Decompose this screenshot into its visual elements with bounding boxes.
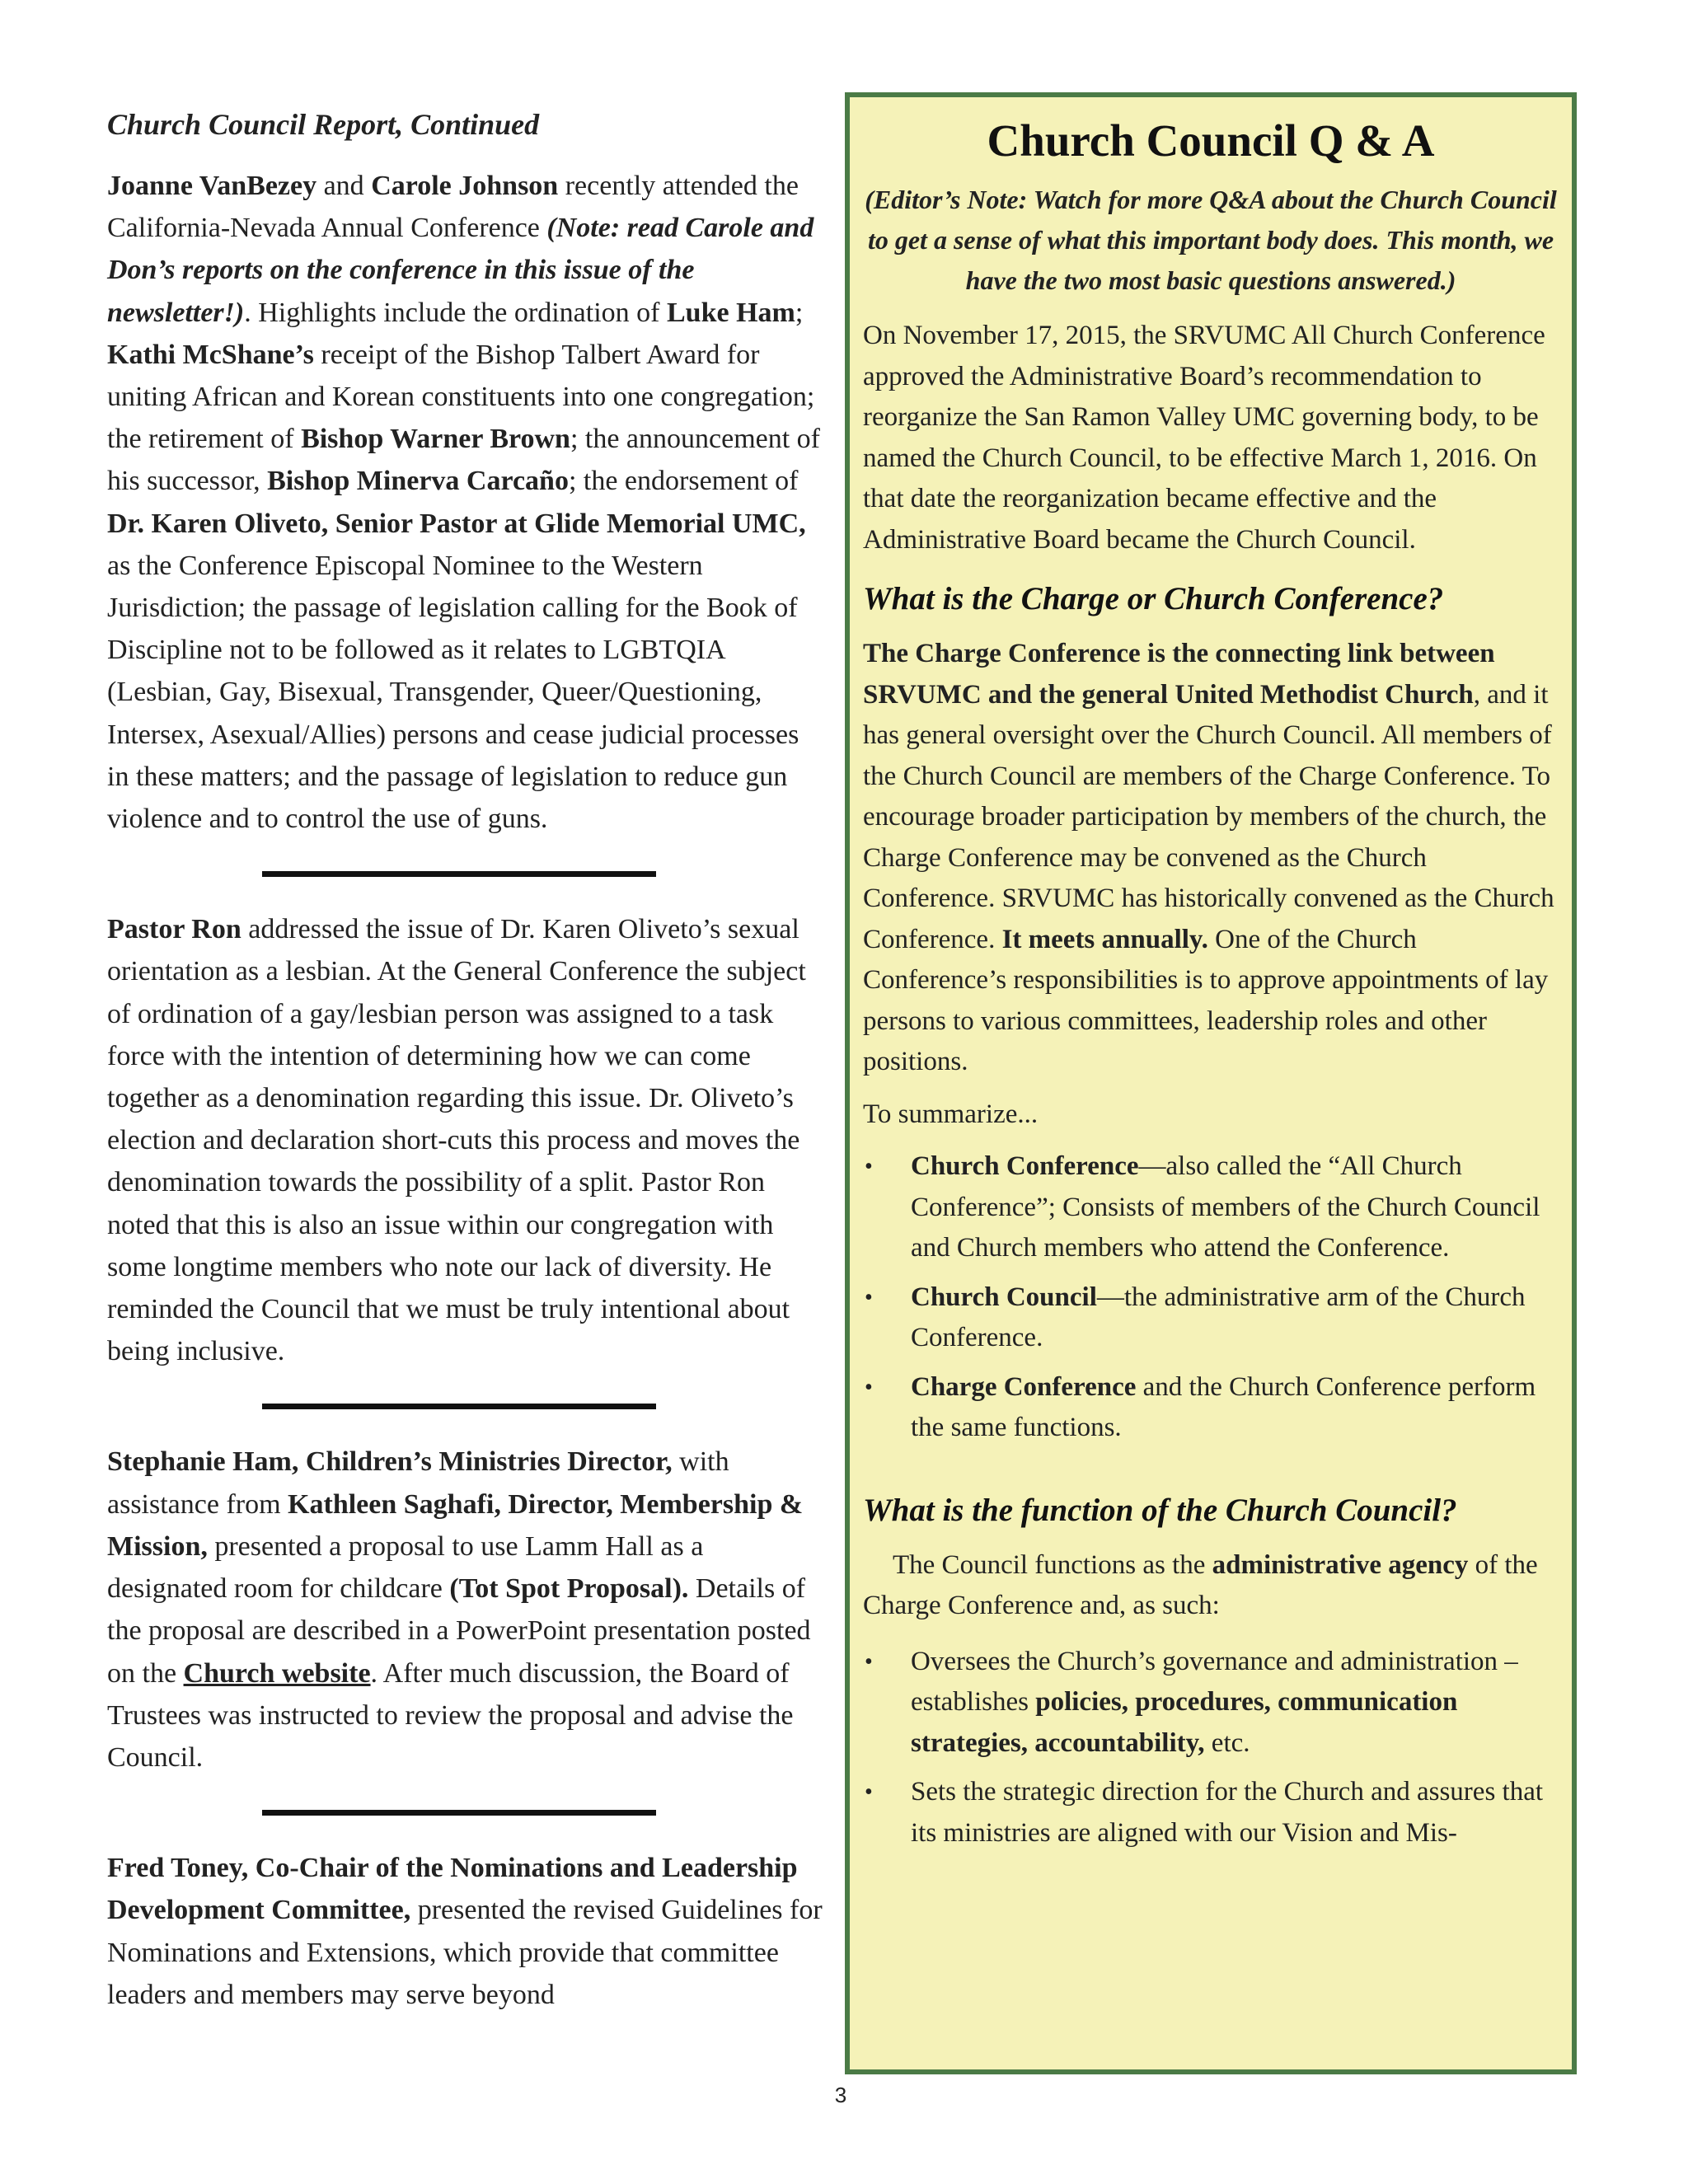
qa-answer-2: The Council functions as the administrative agency of the Charge Conference and, as such: [863, 1549, 1538, 1620]
divider-line [262, 871, 656, 877]
qa-summarize: To summarize... [863, 1099, 1039, 1129]
church-website-link[interactable]: Church website [183, 1657, 371, 1689]
qa-title: Church Council Q & A [987, 115, 1435, 166]
functions-list [863, 1642, 1559, 1854]
bullet-icon: • [865, 1284, 873, 1310]
editor-note-text: (Note: read Carole and Don’s reports on the conference in this issue of the newsletter!) [107, 213, 814, 328]
qa-answer-1: The Charge Conference is the connecting link between SRVUMC and the general United Methodist Church, and it has general oversight over the Church Council. All members of the Church Council are members of the Charge Conference. To encourage broader participation by members of the church, the Charge Conference may be convened as the Church Conference. SRVUMC has historically convened as the Church Conference. It meets annually. One of the Church Conference’s responsibilities is to approve appointments of lay persons to various committees, leadership roles and other positions. [863, 639, 1554, 1076]
summary-list [863, 1146, 1559, 1449]
nominations-paragraph: Fred Toney, Co-Chair of the Nominations and Leadership Development Committee, presented the revised Guidelines for Nominations and Extensions, which provide that committee leaders and members may serve beyond [107, 1853, 823, 2010]
list-item: • Oversees the Church’s governance and administration – establishes policies, procedures, communication strategies, accountability, etc. [863, 1642, 1559, 1765]
section-title: Church Council Report, Continued [107, 108, 540, 141]
list-item: • Church Conference—also called the “All Church Conference”; Consists of members of the Church Council and Church members who attend the Conference. [863, 1146, 1559, 1269]
name-text: Joanne VanBezey [107, 171, 317, 201]
divider-line [262, 1404, 656, 1409]
bullet-icon: • [865, 1779, 873, 1805]
list-item: • Sets the strategic direction for the Church and assures that its ministries are aligned with our Vision and Mis- [863, 1772, 1559, 1854]
qa-editor-note: (Editor’s Note: Watch for more Q&A about the Church Council to get a sense of what this important body does. This month, we have the two most basic questions answered.) [865, 185, 1557, 295]
divider-line [262, 1810, 656, 1816]
left-column [107, 96, 824, 2016]
bullet-icon: • [865, 1648, 873, 1675]
list-item: • Charge Conference and the Church Conference perform the same functions. [863, 1367, 1559, 1449]
list-item: • Church Council—the administrative arm of the Church Conference. [863, 1277, 1559, 1359]
name-text: Carole Johnson [371, 171, 559, 201]
qa-question-1: What is the Charge or Church Conference? [863, 581, 1444, 616]
qa-intro: On November 17, 2015, the SRVUMC All Church Conference approved the Administrative Board’s recommendation to reorganize the San Ramon Valley UMC governing body, to be named the Church Council, to be effective March 1, 2016. On that date the reorganization became effective and the Administrative Board became the Church Council. [863, 321, 1545, 555]
bullet-icon: • [865, 1154, 873, 1179]
qa-sidebar-box [845, 92, 1577, 2074]
conference-paragraph: Joanne VanBezey and Carole Johnson recently attended the California-Nevada Annual Conference (Note: read Carole and Don’s reports on the conference in this issue of the newsletter!). Highlights include the ordination of Luke Ham; Kathi McShane’s receipt of the Bishop Talbert Award for uniting African and Korean constituents into one congregation; the retirement of Bishop Warner Brown; the announcement of his successor, Bishop Minerva Carcaño; the endorsement of Dr. Karen Oliveto, Senior Pastor at Glide Memorial UMC, as the Conference Episcopal Nominee to the Western Jurisdiction; the passage of legislation calling for the Book of Discipline not to be followed as it relates to LGBTQIA (Lesbian, Gay, Bisexual, Transgender, Queer/Questioning, Intersex, Asexual/Allies) persons and cease judicial processes in these matters; and the passage of legislation to reduce gun violence and to control the use of guns. [107, 171, 820, 835]
tot-spot-paragraph: Stephanie Ham, Children’s Ministries Director, with assistance from Kathleen Saghafi, Director, Membership & Mission, presented a proposal to use Lamm Hall as a designated room for childcare (Tot Spot Proposal). Details of the proposal are described in a PowerPoint presentation posted on the Church website. After much discussion, the Board of Trustees was instructed to review the proposal and advise the Council. [107, 1446, 811, 1773]
qa-question-2: What is the function of the Church Council? [863, 1492, 1457, 1528]
pastor-ron-paragraph: Pastor Ron addressed the issue of Dr. Karen Oliveto’s sexual orientation as a lesbian. At the General Conference the subject of ordination of a gay/lesbian person was assigned to a task force with the intention of determining how we can come together as a denomination regarding this issue. Dr. Oliveto’s election and declaration short-cuts this process and moves the denomination towards the possibility of a split. Pastor Ron noted that this is also an issue within our congregation with some longtime members who note our lack of diversity. He reminded the Council that we must be truly intentional about being inclusive. [107, 914, 806, 1367]
page-number: 3 [834, 2083, 847, 2107]
bullet-icon: • [865, 1374, 873, 1400]
